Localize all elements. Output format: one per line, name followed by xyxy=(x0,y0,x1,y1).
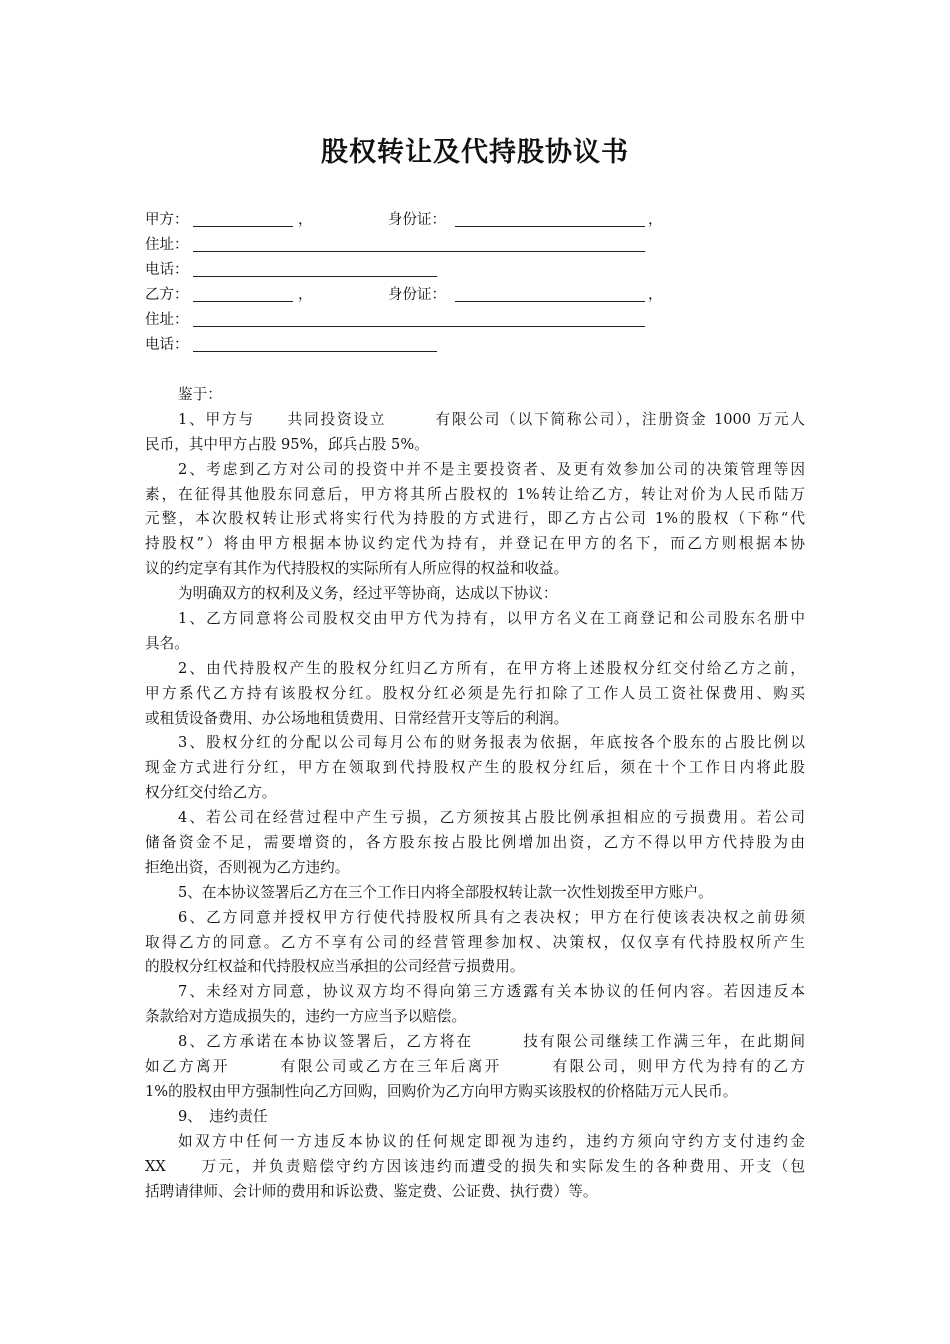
paragraph xyxy=(145,731,805,806)
party-b-id-blank[interactable] xyxy=(455,301,645,302)
phone-label: 电话： xyxy=(145,337,189,353)
paragraph xyxy=(145,408,805,458)
paragraph-line: 民币，其中甲方占股 95%，邱兵占股 5%。 xyxy=(145,435,429,453)
paragraph-line: 的股权分红权益和代持股权应当承担的公司经营亏损费用。 xyxy=(145,958,525,976)
paragraph-line: 议的约定享有其作为代持股权的实际所有人所应得的权益和收益。 xyxy=(145,560,569,578)
paragraph xyxy=(145,582,805,607)
paragraph xyxy=(145,657,805,732)
party-a-name-blank[interactable] xyxy=(193,226,293,227)
paragraph xyxy=(145,1105,805,1130)
paragraph xyxy=(145,906,805,981)
paragraph xyxy=(145,383,805,408)
paragraph-line: 3、股权分红的分配以公司每月公布的财务报表为依据，年底按各个股东的占股比例以 xyxy=(178,734,805,752)
address-label: 住址： xyxy=(145,237,189,253)
party-a-label: 甲方： xyxy=(145,212,189,228)
phone-label: 电话： xyxy=(145,262,189,278)
paragraph-line: 素，在征得其他股东同意后，甲方将其所占股权的 1%转让给乙方，转让对价为人民币陆万 xyxy=(145,485,805,503)
party-b-address-blank[interactable] xyxy=(193,326,645,327)
paragraph xyxy=(145,806,805,881)
paragraph-line: 为明确双方的权利及义务，经过平等协商，达成以下协议： xyxy=(178,585,558,603)
party-a-address-blank[interactable] xyxy=(193,251,645,252)
paragraph-line: 如乙方离开 有限公司或乙方在三年后离开 有限公司，则甲方代为持有的乙方 xyxy=(145,1058,805,1076)
address-label: 住址： xyxy=(145,312,189,328)
comma: ， xyxy=(648,212,663,228)
party-a-phone-row xyxy=(145,258,845,283)
comma: ， xyxy=(298,287,313,303)
paragraph-line: 7、未经对方同意，协议双方均不得向第三方透露有关本协议的任何内容。若因违反本 xyxy=(178,983,805,1001)
paragraph-line: 储备资金不足，需要增资的，各方股东按占股比例增加出资，乙方不得以甲方代持股为由 xyxy=(145,834,805,852)
paragraph-line: 元整，本次股权转让形式将实行代为持股的方式进行，即乙方占公司 1%的股权（下称“代 xyxy=(145,510,805,528)
paragraph-line: 拒绝出资，否则视为乙方违约。 xyxy=(145,858,350,876)
party-b-phone-row xyxy=(145,333,845,358)
paragraph-line: 权分红交付给乙方。 xyxy=(145,784,277,802)
paragraph-line: 1%的股权由甲方强制性向乙方回购，回购价为乙方向甲方购买该股权的价格陆万元人民币。 xyxy=(145,1082,738,1100)
party-a-id-label: 身份证： xyxy=(388,212,446,228)
paragraph xyxy=(145,980,805,1030)
paragraph xyxy=(145,881,805,906)
paragraph-line: 具名。 xyxy=(145,634,189,652)
paragraph-line: 甲方系代乙方持有该股权分红。股权分红必须是先行扣除了工作人员工资社保费用、购买 xyxy=(145,684,805,702)
party-b-phone-blank[interactable] xyxy=(193,351,437,352)
paragraph-line: 4、若公司在经营过程中产生亏损，乙方须按其占股比例承担相应的亏损费用。若公司 xyxy=(178,809,805,827)
comma: ， xyxy=(298,212,313,228)
paragraph-line: 条款给对方造成损失的，违约一方应当予以赔偿。 xyxy=(145,1008,467,1026)
paragraph xyxy=(145,1030,805,1105)
paragraph-line: 8、乙方承诺在本协议签署后，乙方将在 技有限公司继续工作满三年，在此期间 xyxy=(178,1033,805,1051)
party-b-id-label: 身份证： xyxy=(388,287,446,303)
party-b-name-blank[interactable] xyxy=(193,301,293,302)
paragraph-line: 鉴于： xyxy=(178,386,222,403)
paragraph xyxy=(145,1130,805,1205)
paragraph-line: 如双方中任何一方违反本协议的任何规定即视为违约，违约方须向守约方支付违约金 xyxy=(178,1132,805,1150)
paragraph xyxy=(145,607,805,657)
party-b-row xyxy=(145,283,845,308)
paragraph-line: 1、乙方同意将公司股权交由甲方代为持有，以甲方名义在工商登记和公司股东名册中 xyxy=(178,610,805,628)
agreement-body xyxy=(145,383,805,1204)
paragraph-line: 5、在本协议签署后乙方在三个工作日内将全部股权转让款一次性划拨至甲方账户。 xyxy=(178,883,713,901)
party-b-address-row xyxy=(145,308,845,333)
party-a-address-row xyxy=(145,233,845,258)
paragraph-line: 括聘请律师、会计师的费用和诉讼费、鉴定费、公证费、执行费）等。 xyxy=(145,1182,598,1200)
paragraph xyxy=(145,458,805,582)
paragraph-line: XX 万元，并负责赔偿守约方因该违约而遭受的损失和实际发生的各种费用、开支（包 xyxy=(145,1157,805,1175)
party-a-row xyxy=(145,208,845,233)
comma: ， xyxy=(648,287,663,303)
party-a-phone-blank[interactable] xyxy=(193,276,437,277)
paragraph-line: 2、由代持股权产生的股权分红归乙方所有，在甲方将上述股权分红交付给乙方之前， xyxy=(178,659,805,677)
party-a-id-blank[interactable] xyxy=(455,226,645,227)
party-b-label: 乙方： xyxy=(145,287,189,303)
document-title: 股权转让及代持股协议书 xyxy=(321,137,629,168)
paragraph-line: 2、考虑到乙方对公司的投资中并不是主要投资者、及更有效参加公司的决策管理等因 xyxy=(178,460,805,478)
paragraph-line: 持股权”）将由甲方根据本协议约定代为持有，并登记在甲方的名下，而乙方则根据本协 xyxy=(145,535,805,553)
paragraph-line: 取得乙方的同意。乙方不享有公司的经营管理参加权、决策权，仅仅享有代持股权所产生 xyxy=(145,933,805,951)
paragraph-line: 1、甲方与 共同投资设立 有限公司（以下简称公司），注册资金 1000 万元人 xyxy=(178,410,805,428)
paragraph-line: 6、乙方同意并授权甲方行使代持股权所具有之表决权；甲方在行使该表决权之前毋须 xyxy=(178,908,805,926)
paragraph-line: 现金方式进行分红，甲方在领取到代持股权产生的股权分红后，须在十个工作日内将此股 xyxy=(145,759,805,777)
paragraph-line: 9、 违约责任 xyxy=(178,1107,268,1125)
paragraph-line: 或租赁设备费用、办公场地租赁费用、日常经营开支等后的利润。 xyxy=(145,709,569,727)
